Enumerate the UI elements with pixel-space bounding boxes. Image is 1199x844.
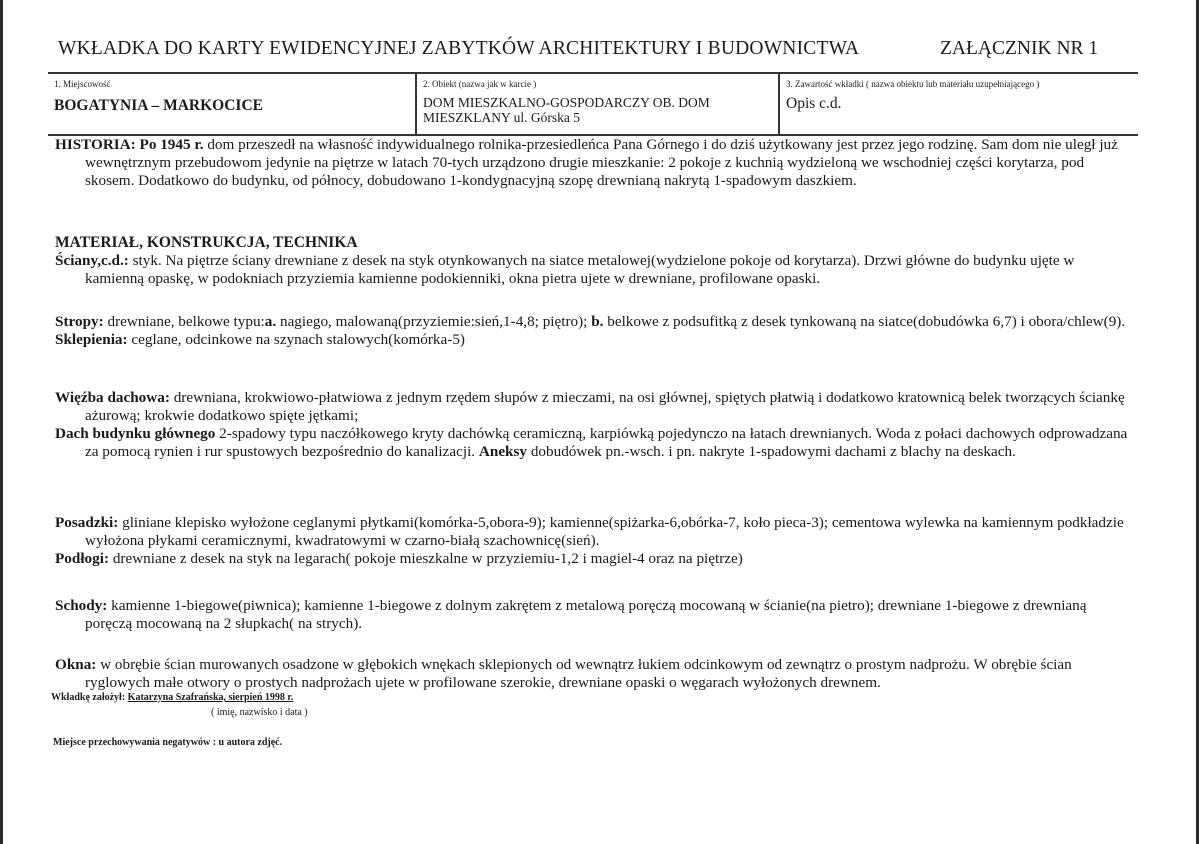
historia-label: HISTORIA: (55, 136, 136, 153)
field-content (778, 74, 1138, 134)
dach-paragraph (55, 425, 1135, 461)
historia-date: Po 1945 r. (139, 136, 204, 153)
historia-section (55, 136, 1135, 190)
sciany-label: Ściany,c.d.: (55, 252, 129, 269)
sklepienia-text: ceglane, odcinkowe na szynach stalowych(komórka-5) (127, 331, 465, 348)
author-hint: ( imię, nazwisko i data ) (211, 707, 308, 718)
schody-text: kamienne 1-biegowe(piwnica); kamienne 1-biegowe z dolnym zakrętem z metalową poręczą mocowaną w ścianie(na pietro); drewniane 1-biegowe z drewnianą poręczą mocowaną na 2 słupkach( na strych). (85, 597, 1087, 632)
stropy-text-2: nagiego, malowaną(przyziemie:sień,1-4,8; piętro); (276, 313, 592, 330)
posadzki-text: gliniane klepisko wyłożone ceglanymi płytkami(komórka-5,obora-9); kamienne(spiżarka-6,obórka-7, koło pieca-3); cementowa wylewka na kamiennym podkładzie wyłożona płykami ceramicznymi, kwadratowymi w czarno-białą szachownicę(sień). (85, 514, 1124, 549)
stropy-b: b. (591, 313, 604, 330)
field-place-value: BOGATYNIA – MARKOCICE (54, 97, 263, 114)
material-heading: MATERIAŁ, KONSTRUKCJA, TECHNIKA (55, 234, 358, 251)
historia-text: dom przeszedł na własność indywidualnego rolnika-przesiedleńca Pana Górnego i do dziś użytkowany jest przez jego rodzinę. Sam dom nie uległ już wewnętrznym przebudowom jedynie na piętrze w latach 70-tych urządzono drugie mieszkanie: 2 pokoje z kuchnią wydzieloną we wschodniej części korytarza, pod skosem. Dodatkowo do budynku, od północy, dobudowano 1-kondygnacyjną szopę drewnianą nakrytą 1-spadowym daszkiem. (85, 136, 1118, 189)
stropy-section (55, 313, 1135, 349)
author-value: Katarzyna Szafrańska, sierpień 1998 r. (127, 692, 294, 703)
dach-text-1: 2-spadowy typu naczółkowego kryty dachówką ceramiczną, karpiówką pojedynczo na łatach drewnianych. Woda z połaci dachowych odprowadzana za pomocą rynien i rur spustowych bezpośrednio do kanalizacji. (85, 425, 1128, 460)
field-place (48, 74, 415, 134)
field-content-label: 3. Zawartość wkładki ( nazwa obiektu lub materiału uzupełniającego ) (786, 79, 1040, 89)
material-section (55, 234, 1135, 288)
field-place-label: 1. Miejscowość (54, 79, 111, 89)
dach-label: Dach budynku głównego (55, 425, 216, 442)
sklepienia-label: Sklepienia: (55, 331, 128, 348)
wiezba-paragraph (55, 389, 1135, 425)
field-object-label: 2. Obiekt (nazwa jak w karcie ) (423, 79, 537, 89)
field-object-value-line2: MIESZKLANY ul. Górska 5 (423, 110, 580, 125)
stropy-label: Stropy: (55, 313, 104, 330)
field-object (415, 74, 778, 134)
stropy-text-1: drewniane, belkowe typu: (103, 313, 265, 330)
okna-section (55, 656, 1135, 692)
historia-paragraph (55, 136, 1135, 190)
posadzki-label: Posadzki: (55, 514, 119, 531)
aneksy-label: Aneksy (478, 443, 528, 460)
podlogi-label: Podłogi: (55, 550, 110, 567)
posadzki-paragraph (55, 514, 1135, 550)
stropy-a: a. (264, 313, 277, 330)
annex-number: ZAŁĄCZNIK NR 1 (940, 38, 1099, 59)
posadzki-section (55, 514, 1135, 568)
sciany-paragraph (55, 252, 1135, 288)
field-content-value: Opis c.d. (786, 95, 842, 112)
wiezba-label: Więźba dachowa: (55, 389, 170, 406)
author-label: Wkładkę założył: (51, 692, 126, 703)
sklepienia-paragraph (55, 331, 1135, 349)
dach-section (55, 389, 1135, 461)
schody-paragraph (55, 597, 1135, 633)
header-fields-table (48, 72, 1138, 136)
field-object-value-line1: DOM MIESZKALNO-GOSPODARCZY OB. DOM (423, 95, 710, 110)
stropy-text-3: belkowe z podsufitką z desek tynkowaną na siatce(dobudówka 6,7) i obora/chlew(9). (603, 313, 1126, 330)
schody-section (55, 597, 1135, 633)
author-line (51, 692, 293, 703)
stropy-paragraph (55, 313, 1135, 331)
okna-text: w obrębie ścian murowanych osadzone w głębokich wnękach sklepionych od wewnątrz łukiem odcinkowym od zewnątrz o prostym nadprożu. W obrębie ścian ryglowych małe otwory o prostych nadprożach ujete w profilowane szerokie, drewniane opaski o węgarach wyłożonych drewnem. (85, 656, 1072, 691)
negatives-location: Miejsce przechowywania negatywów : u autora zdjęć. (53, 737, 283, 748)
podlogi-text: drewniane z desek na styk na legarach( pokoje mieszkalne w przyziemiu-1,2 i magiel-4 oraz na piętrze) (109, 550, 743, 567)
dach-text-2: dobudówek pn.-wsch. i pn. nakryte 1-spadowymi dachami z blachy na deskach. (527, 443, 1016, 460)
field-object-value (423, 95, 772, 125)
podlogi-paragraph (55, 550, 1135, 568)
okna-label: Okna: (55, 656, 97, 673)
okna-paragraph (55, 656, 1135, 692)
sciany-text: styk. Na piętrze ściany drewniane z desek na styk otynkowanych na siatce metalowej(wydzielone pokoje od korytarza). Drzwi główne do budynku ujęte w kamienną opaskę, w podokniach przyziemia kamienne podokienniki, okna pietra ujete w drewniane, profilowane opaski. (85, 252, 1075, 287)
document-title: WKŁADKA DO KARTY EWIDENCYJNEJ ZABYTKÓW ARCHITEKTURY I BUDOWNICTWA (58, 38, 860, 59)
wiezba-text: drewniana, krokwiowo-płatwiowa z jednym rzędem słupów z mieczami, na osi głównej, spiętych płatwią i dodatkowo kratownicą belek tworzących ściankę ażurową; krokwie dodatkowo spięte jętkami; (85, 389, 1125, 424)
schody-label: Schody: (55, 597, 108, 614)
